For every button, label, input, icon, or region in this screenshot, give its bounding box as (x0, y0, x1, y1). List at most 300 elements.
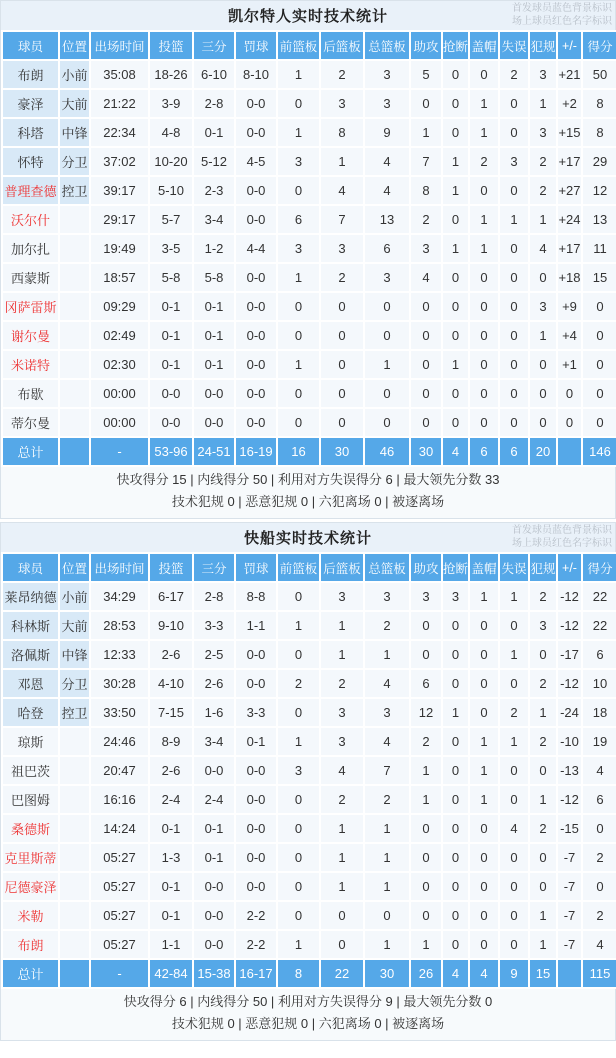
stat-cell: 8 (583, 119, 616, 146)
stat-cell (60, 815, 89, 842)
stat-cell: 8-9 (150, 728, 192, 755)
stat-cell: 6-10 (194, 61, 234, 88)
stat-cell: 05:27 (91, 902, 148, 929)
stat-cell: -7 (558, 873, 581, 900)
stat-cell: 0-0 (236, 380, 276, 407)
player-row (3, 931, 616, 958)
stat-cell: 0-0 (236, 206, 276, 233)
stat-cell: 1 (530, 699, 556, 726)
player-name-cell: 洛佩斯 (3, 641, 58, 668)
stat-cell: 0 (278, 409, 319, 436)
column-header: 失误 (500, 554, 528, 581)
column-header: 三分 (194, 554, 234, 581)
stat-cell: 46 (365, 438, 409, 465)
stat-cell: 1 (365, 931, 409, 958)
stat-cell: 0 (470, 873, 498, 900)
stat-cell: +2 (558, 90, 581, 117)
stat-cell: 2-6 (150, 641, 192, 668)
stat-cell (60, 844, 89, 871)
column-header: 盖帽 (470, 32, 498, 59)
stat-cell: 0 (500, 351, 528, 378)
column-header: 前篮板 (278, 32, 319, 59)
stat-cell: 0 (470, 670, 498, 697)
stat-cell: 6 (278, 206, 319, 233)
stat-cell: 0 (443, 409, 468, 436)
stat-cell: 0 (321, 902, 363, 929)
stat-cell: 3-9 (150, 90, 192, 117)
stat-cell: +17 (558, 235, 581, 262)
stat-cell: 0 (470, 351, 498, 378)
stat-cell: 0-0 (236, 409, 276, 436)
table-title: 快船实时技术统计 (243, 530, 372, 547)
stat-cell: 0 (500, 380, 528, 407)
stat-cell: 2 (530, 148, 556, 175)
stat-cell: 1 (443, 235, 468, 262)
stat-cell: 0 (278, 583, 319, 610)
stat-cell: -10 (558, 728, 581, 755)
stat-cell: 0-0 (194, 931, 234, 958)
stat-cell: 0-0 (236, 90, 276, 117)
player-row (3, 351, 616, 378)
stat-cell (60, 757, 89, 784)
stat-cell: 2 (530, 670, 556, 697)
stat-cell: 1 (443, 699, 468, 726)
stat-cell: 0 (583, 380, 616, 407)
stat-cell: 0 (470, 380, 498, 407)
stat-cell: 0-0 (194, 902, 234, 929)
stat-cell: 3 (278, 148, 319, 175)
stat-cell: 0 (500, 119, 528, 146)
stat-cell: 控卫 (60, 177, 89, 204)
column-header: 犯规 (530, 32, 556, 59)
stat-cell: 0-0 (194, 380, 234, 407)
player-row (3, 612, 616, 639)
stat-cell: 2 (500, 699, 528, 726)
stat-cell: 2 (583, 902, 616, 929)
stat-cell: 1 (278, 264, 319, 291)
stat-cell: 3 (530, 61, 556, 88)
stat-cell: 33:50 (91, 699, 148, 726)
stat-cell: 6 (583, 786, 616, 813)
player-name-cell: 巴图姆 (3, 786, 58, 813)
stat-cell: 7 (365, 757, 409, 784)
player-name-cell: 沃尔什 (3, 206, 58, 233)
stat-cell: 8 (583, 90, 616, 117)
stat-cell: 0 (530, 873, 556, 900)
stat-cell: 19 (583, 728, 616, 755)
player-name-cell: 米诺特 (3, 351, 58, 378)
summary-scoring-line: 快攻得分 6 | 内线得分 50 | 利用对方失误得分 9 | 最大领先分数 0 (123, 994, 493, 1009)
player-name-cell: 尼德豪泽 (3, 873, 58, 900)
stat-cell: 中锋 (60, 119, 89, 146)
stat-cell: 0 (500, 90, 528, 117)
stat-cell: 4 (500, 815, 528, 842)
stat-cell: 0 (365, 322, 409, 349)
stat-cell: 2 (530, 177, 556, 204)
player-name-cell: 总计 (3, 960, 58, 987)
stat-cell: 1 (365, 873, 409, 900)
player-row (3, 380, 616, 407)
player-name-cell: 怀特 (3, 148, 58, 175)
stat-cell: 1 (411, 119, 441, 146)
stat-cell: 6 (365, 235, 409, 262)
stat-cell (558, 960, 581, 987)
stat-cell: 0 (278, 380, 319, 407)
stat-cell: 9-10 (150, 612, 192, 639)
stat-cell: 30 (365, 960, 409, 987)
stat-cell: -13 (558, 757, 581, 784)
stat-cell: -15 (558, 815, 581, 842)
stat-cell: 0 (500, 873, 528, 900)
stat-cell: 0 (530, 380, 556, 407)
stat-cell: 00:00 (91, 380, 148, 407)
stat-cell: 0-0 (194, 757, 234, 784)
stat-cell: 2-8 (194, 583, 234, 610)
stat-cell: 0-0 (236, 873, 276, 900)
player-row (3, 699, 616, 726)
stat-cell: 2 (411, 728, 441, 755)
stat-cell: 0 (278, 815, 319, 842)
stat-cell: 5-10 (150, 177, 192, 204)
stat-cell: 1 (365, 351, 409, 378)
stat-cell: 11 (583, 235, 616, 262)
stat-cell (60, 293, 89, 320)
stat-cell: 10-20 (150, 148, 192, 175)
stat-cell: 2-3 (194, 177, 234, 204)
player-row (3, 641, 616, 668)
stat-cell: 29 (583, 148, 616, 175)
stat-cell: 0 (500, 235, 528, 262)
stat-cell: 0 (558, 409, 581, 436)
stat-cell: 0 (411, 902, 441, 929)
totals-row (3, 438, 616, 465)
stat-cell: 小前 (60, 61, 89, 88)
stat-cell: 2-5 (194, 641, 234, 668)
legend-note (512, 524, 612, 550)
stat-cell: 3 (500, 148, 528, 175)
stat-cell: 0 (443, 757, 468, 784)
stat-cell: 0 (443, 119, 468, 146)
stat-cell (60, 351, 89, 378)
stat-cell: 2 (530, 728, 556, 755)
stat-cell: 2 (411, 206, 441, 233)
stat-cell: 1 (411, 931, 441, 958)
summary-fouls-line: 技术犯规 0 | 恶意犯规 0 | 六犯离场 0 | 被逐离场 (171, 1016, 445, 1031)
stat-cell: 2-4 (150, 786, 192, 813)
stat-cell: 3 (365, 583, 409, 610)
stat-cell: 4 (583, 931, 616, 958)
legend-line-oncourt: 场上球员红色名字标识 (512, 538, 612, 549)
stat-cell: 2 (530, 583, 556, 610)
player-name-cell: 琼斯 (3, 728, 58, 755)
stat-cell: 0 (530, 264, 556, 291)
stat-cell: 9 (365, 119, 409, 146)
stat-cell: 4 (583, 757, 616, 784)
stat-cell: 1 (470, 728, 498, 755)
stat-cell: 0 (411, 612, 441, 639)
player-row (3, 235, 616, 262)
stat-cell: 0 (365, 409, 409, 436)
stat-cell: 3 (530, 293, 556, 320)
stat-cell: 3 (530, 119, 556, 146)
stat-cell: 16-19 (236, 438, 276, 465)
stat-cell: 8-8 (236, 583, 276, 610)
stat-cell: 30 (411, 438, 441, 465)
stat-cell: 4 (530, 235, 556, 262)
stat-cell: 0-0 (236, 757, 276, 784)
stat-cell: 6-17 (150, 583, 192, 610)
stat-cell: 1-1 (150, 931, 192, 958)
stat-cell: 2 (365, 612, 409, 639)
stat-cell (60, 438, 89, 465)
stat-cell: 1 (470, 583, 498, 610)
stat-cell: 0-1 (150, 293, 192, 320)
stat-cell: 0 (470, 641, 498, 668)
stat-cell: 0 (470, 902, 498, 929)
celtics-title-band (1, 1, 615, 30)
stat-cell: 4-10 (150, 670, 192, 697)
stat-cell: +18 (558, 264, 581, 291)
stat-cell: 0 (583, 351, 616, 378)
stat-cell (60, 902, 89, 929)
stat-cell: 0 (470, 177, 498, 204)
column-header: 得分 (583, 554, 616, 581)
stat-cell: 29:17 (91, 206, 148, 233)
legend-line-starters: 首发球员蓝色背景标识 (512, 525, 612, 536)
stat-cell: 0 (278, 699, 319, 726)
stat-cell: 0 (443, 728, 468, 755)
stat-cell: +15 (558, 119, 581, 146)
stat-cell: 0 (500, 844, 528, 871)
stat-cell: 1 (470, 235, 498, 262)
stat-cell: 0 (411, 844, 441, 871)
stat-cell: 0-0 (236, 293, 276, 320)
column-header: 得分 (583, 32, 616, 59)
stat-cell: 5-12 (194, 148, 234, 175)
stat-cell: -7 (558, 844, 581, 871)
stat-cell (60, 873, 89, 900)
stat-cell: 0 (583, 409, 616, 436)
stat-cell: 0 (321, 322, 363, 349)
column-header: 总篮板 (365, 32, 409, 59)
stat-cell (60, 728, 89, 755)
stat-cell: 2 (365, 786, 409, 813)
stat-cell: 0-0 (150, 380, 192, 407)
clippers-stats-panel (0, 522, 616, 1041)
player-row (3, 786, 616, 813)
stat-cell: 1 (470, 786, 498, 813)
stat-cell: 0 (470, 409, 498, 436)
player-name-cell: 蒂尔曼 (3, 409, 58, 436)
stat-cell: 16-17 (236, 960, 276, 987)
stat-cell: 0 (443, 293, 468, 320)
stat-cell: 2 (321, 786, 363, 813)
stat-cell: 0-0 (236, 844, 276, 871)
stat-cell (60, 380, 89, 407)
stat-cell: 7 (321, 206, 363, 233)
stat-cell: 1 (500, 583, 528, 610)
stat-cell: 0-1 (150, 902, 192, 929)
stat-cell (558, 438, 581, 465)
stat-cell: 0 (583, 322, 616, 349)
player-row (3, 293, 616, 320)
stat-cell: 1 (365, 844, 409, 871)
stat-cell: 0-1 (194, 119, 234, 146)
stat-cell: 0-0 (150, 409, 192, 436)
stat-cell: 3-3 (194, 612, 234, 639)
stat-cell: 0 (500, 177, 528, 204)
stat-cell: 2 (321, 670, 363, 697)
stat-cell: 4 (365, 148, 409, 175)
stat-cell: - (91, 960, 148, 987)
stat-cell: 0 (470, 931, 498, 958)
stat-cell: 2-6 (194, 670, 234, 697)
stat-cell: 1 (530, 322, 556, 349)
stat-cell: 18-26 (150, 61, 192, 88)
stat-cell: 1 (530, 206, 556, 233)
stat-cell: 1 (443, 148, 468, 175)
stat-cell: 1 (321, 612, 363, 639)
stat-cell: 42-84 (150, 960, 192, 987)
player-name-cell: 克里斯蒂 (3, 844, 58, 871)
column-header: 失误 (500, 32, 528, 59)
player-name-cell: 桑德斯 (3, 815, 58, 842)
stat-cell: 1 (411, 786, 441, 813)
stat-cell: 0 (278, 844, 319, 871)
column-header: 抢断 (443, 554, 468, 581)
stat-cell: 18:57 (91, 264, 148, 291)
stat-cell: 1 (321, 844, 363, 871)
column-header: 投篮 (150, 554, 192, 581)
stat-cell: 7-15 (150, 699, 192, 726)
column-header: 罚球 (236, 554, 276, 581)
stat-cell: 0 (443, 380, 468, 407)
player-name-cell: 冈萨雷斯 (3, 293, 58, 320)
stat-cell: 53-96 (150, 438, 192, 465)
stat-cell: 1 (470, 206, 498, 233)
celtics-stats-table (1, 30, 616, 467)
stat-cell: 4 (443, 438, 468, 465)
player-name-cell: 邓恩 (3, 670, 58, 697)
stat-cell: 2 (583, 844, 616, 871)
player-row (3, 322, 616, 349)
stat-cell: 22 (583, 583, 616, 610)
stat-cell: 0-0 (236, 177, 276, 204)
column-header: 盖帽 (470, 554, 498, 581)
stat-cell: 3-4 (194, 728, 234, 755)
stat-cell: 0-0 (194, 873, 234, 900)
stat-cell: 0 (411, 380, 441, 407)
stat-cell: 1 (321, 873, 363, 900)
column-header: 罚球 (236, 32, 276, 59)
stat-cell: 0 (470, 322, 498, 349)
stat-cell: -24 (558, 699, 581, 726)
stat-cell: - (91, 438, 148, 465)
player-name-cell: 布朗 (3, 931, 58, 958)
stat-cell: 3-3 (236, 699, 276, 726)
stat-cell: 4 (365, 177, 409, 204)
stat-cell: 1 (470, 90, 498, 117)
stat-cell: 0 (470, 293, 498, 320)
clippers-stats-table (1, 552, 616, 989)
column-header: 后篮板 (321, 554, 363, 581)
stat-cell: 0 (443, 931, 468, 958)
stat-cell: 0 (583, 815, 616, 842)
stat-cell: 5-8 (194, 264, 234, 291)
stat-cell: 0 (443, 815, 468, 842)
stat-cell: +1 (558, 351, 581, 378)
stat-cell: 19:49 (91, 235, 148, 262)
stat-cell: 0-1 (150, 322, 192, 349)
stat-cell: 0 (443, 322, 468, 349)
column-header: 出场时间 (91, 554, 148, 581)
stat-cell: 4-8 (150, 119, 192, 146)
stat-cell: 1 (278, 61, 319, 88)
stat-cell: 20 (530, 438, 556, 465)
stat-cell: 0 (321, 409, 363, 436)
stat-cell: 0 (321, 380, 363, 407)
stat-cell: 2 (470, 148, 498, 175)
stat-cell: 2 (321, 264, 363, 291)
stat-cell: 15 (583, 264, 616, 291)
stat-cell: 2 (321, 61, 363, 88)
stat-cell: 3 (321, 583, 363, 610)
stat-cell (60, 960, 89, 987)
stat-cell: 0 (365, 293, 409, 320)
column-header: 位置 (60, 554, 89, 581)
stat-cell: 0-1 (194, 351, 234, 378)
stat-cell: 0-1 (194, 844, 234, 871)
stat-cell: 3 (278, 235, 319, 262)
stat-cell: 小前 (60, 583, 89, 610)
stat-cell: 21:22 (91, 90, 148, 117)
stat-cell: 0-0 (236, 670, 276, 697)
legend-line-starters: 首发球员蓝色背景标识 (512, 3, 612, 14)
stat-cell: -12 (558, 612, 581, 639)
stat-cell: 1 (443, 177, 468, 204)
stat-cell: 1-6 (194, 699, 234, 726)
stat-cell: 7 (411, 148, 441, 175)
stat-cell: 0 (411, 641, 441, 668)
stat-cell: 6 (583, 641, 616, 668)
stat-cell: 0 (470, 61, 498, 88)
stat-cell: 1-2 (194, 235, 234, 262)
stat-cell: 0-0 (236, 786, 276, 813)
stat-cell: 4 (411, 264, 441, 291)
stat-cell: 2-2 (236, 931, 276, 958)
player-row (3, 148, 616, 175)
stat-cell: 0 (530, 641, 556, 668)
column-header: 助攻 (411, 554, 441, 581)
stat-cell: 0 (411, 293, 441, 320)
stat-cell: 0 (500, 757, 528, 784)
stat-cell: 35:08 (91, 61, 148, 88)
stat-cell: 1 (278, 351, 319, 378)
stat-cell: 1 (530, 902, 556, 929)
stat-cell: 10 (583, 670, 616, 697)
stat-cell: 0 (500, 322, 528, 349)
player-name-cell: 普理查德 (3, 177, 58, 204)
stat-cell: 2 (278, 670, 319, 697)
stat-cell: 0 (278, 177, 319, 204)
column-header: 球员 (3, 554, 58, 581)
stat-cell: 22 (583, 612, 616, 639)
stat-cell: 0 (500, 612, 528, 639)
stat-cell: 15 (530, 960, 556, 987)
stat-cell: 0 (500, 670, 528, 697)
stat-cell: 05:27 (91, 931, 148, 958)
stat-cell: 50 (583, 61, 616, 88)
